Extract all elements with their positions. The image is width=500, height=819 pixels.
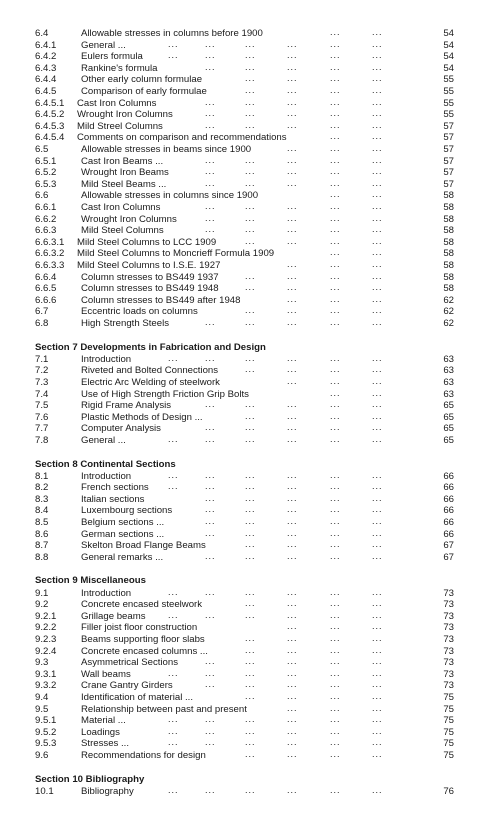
entry-page-number: 65 (443, 400, 454, 412)
entry-page-number: 76 (443, 785, 454, 797)
entry-title: General ... (81, 39, 126, 51)
entry-page-number: 58 (443, 248, 454, 260)
entry-number: 6.5.1 (35, 155, 57, 167)
entry-page-number: 55 (443, 97, 454, 109)
entry-title: Other early column formulae (81, 74, 203, 86)
entry-number: 9.2.1 (35, 610, 57, 622)
entry-title: Wrought Iron Beams (81, 167, 169, 179)
toc-entry: 9.5 Relationship between past and present ... ... ... 75 (35, 702, 454, 715)
entry-number: 8.3 (35, 493, 49, 505)
toc-entry: 9.5.3 Stresses ... ... ... ... ... ... ... 75 (35, 737, 454, 750)
entry-number: 8.5 (35, 517, 49, 528)
entry-title: Allowable stresses in beams since 1900 (81, 144, 252, 155)
toc-entry: 8.4 Luxembourg sections ... ... ... ... ... 66 (35, 504, 454, 517)
toc-entry: 6.4.5.1 Cast Iron Columns ... ... ... ... ... 55 (35, 96, 454, 109)
entry-title: Introduction (81, 353, 132, 365)
entry-number: 8.2 (35, 482, 49, 494)
entry-page-number: 65 (443, 411, 454, 423)
entry-page-number: 57 (443, 132, 454, 144)
entry-title: Luxembourg sections (81, 505, 173, 517)
entry-page-number: 63 (443, 353, 454, 365)
entry-page-number: 63 (443, 388, 454, 400)
entry-page-number: 58 (443, 271, 454, 283)
entry-title: Concrete encased steelwork (81, 599, 203, 611)
toc-entry: 9.2 Concrete encased steelwork ... ... ... ... 73 (35, 598, 454, 611)
toc-entry: 7.5 Rigid Frame Analysis ... ... ... ... ... 65 (35, 399, 454, 412)
entry-page-number: 58 (443, 260, 454, 271)
entry-number: 9.5 (35, 703, 49, 715)
entry-number: 6.4.5 (35, 86, 57, 97)
entry-page-number: 54 (443, 51, 454, 63)
toc-entry: 6.6.6 Column stresses to BS449 after 1948 ... ... ... 62 (35, 293, 454, 306)
entry-number: 9.5.3 (35, 738, 57, 750)
entry-number: 8.6 (35, 528, 49, 540)
entry-number: 6.4.3 (35, 62, 57, 74)
entry-title: Recommendations for design (81, 749, 206, 761)
entry-number: 6.4.5.1 (35, 97, 65, 109)
toc-entry: 6.5 Allowable stresses in beams since 1900 ... ... ... 57 (35, 143, 454, 155)
toc-entry: 8.5 Belgium sections ... ... ... ... ... ... 66 (35, 516, 454, 528)
toc-entry: 6.6.2 Wrought Iron Columns ... ... ... ... ... 58 (35, 212, 454, 225)
toc-entry: 9.5.2 Loadings ... ... ... ... ... ... 75 (35, 725, 454, 738)
entry-page-number: 58 (443, 202, 454, 213)
toc-entry: 9.6 Recommendations for design ... ... ... ... 75 (35, 748, 454, 761)
entry-title: Column stresses to BS449 after 1948 (81, 294, 241, 306)
toc-entry: 6.5.2 Wrought Iron Beams ... ... ... ... ... 57 (35, 166, 454, 179)
entry-number: 6.6.4 (35, 271, 57, 283)
entry-page-number: 54 (443, 62, 454, 74)
entry-page-number: 62 (443, 306, 454, 318)
entry-number: 9.5.2 (35, 726, 57, 738)
entry-number: 8.7 (35, 540, 49, 552)
entry-page-number: 62 (443, 318, 454, 329)
entry-page-number: 67 (443, 540, 454, 552)
entry-page-number: 57 (443, 167, 454, 179)
entry-title: Comments on comparison and recommendations (77, 132, 287, 144)
entry-title: Asymmetrical Sections (81, 657, 179, 669)
entry-number: 6.6.3 (35, 225, 57, 237)
entry-number: 6.5 (35, 144, 49, 155)
toc-entry: 6.4.2 Eulers formula ... ... ... ... ... ... 54 (35, 50, 454, 63)
entry-number: 7.1 (35, 353, 49, 365)
toc-entry: 9.4 Identification of material ... ... ... ... ... 75 (35, 690, 454, 703)
section-heading: Section 9 Miscellaneous (35, 575, 146, 587)
entry-page-number: 73 (443, 610, 454, 622)
toc-entry: 6.6.3 Mild Steel Columns ... ... ... ... ... 58 (35, 224, 454, 237)
entry-title: Wrought Iron Columns (81, 213, 177, 225)
entry-title: Mild Steel Columns to Moncrieff Formula 1909 (77, 248, 275, 260)
entry-number: 6.6.1 (35, 202, 57, 213)
entry-title: Rankine's formula (81, 62, 158, 74)
entry-title: Crane Gantry Girders (81, 680, 173, 692)
toc-entry: 8.7 Skelton Broad Flange Beams ... ... ... ... 67 (35, 539, 454, 552)
entry-page-number: 75 (443, 749, 454, 761)
toc-entry: 6.6.4 Column stresses to BS449 1937 ... ... ... ... 58 (35, 270, 454, 283)
entry-title: Skelton Broad Flange Beams (81, 540, 206, 552)
entry-title: Loadings (81, 726, 120, 738)
entry-number: 9.6 (35, 749, 49, 761)
toc-entry: 7.6 Plastic Methods of Design ... ... ... ... ... 65 (35, 410, 454, 423)
entry-title: Mild Streel Columns (77, 120, 163, 132)
entry-page-number: 73 (443, 680, 454, 692)
toc-entry: 6.4.3 Rankine's formula ... ... ... ... ... 54 (35, 61, 454, 74)
toc-entry: 9.2.3 Beams supporting floor slabs ... ... ... ... 73 (35, 632, 454, 645)
toc-entry: 8.1 Introduction ... ... ... ... ... ... 66 (35, 469, 454, 482)
entry-number: 6.4.4 (35, 74, 57, 86)
entry-page-number: 73 (443, 599, 454, 611)
entry-title: Column stresses to BS449 1948 (81, 283, 219, 295)
toc-entry: 6.4.4 Other early column formulae ... ... ... ... 55 (35, 73, 454, 86)
entry-number: 6.6.5 (35, 283, 57, 295)
toc-entry: 8.2 French sections ... ... ... ... ... ... 66 (35, 481, 454, 494)
toc-entry: 8.8 General remarks ... ... ... ... ... ... 67 (35, 550, 454, 563)
entry-page-number: 75 (443, 738, 454, 750)
entry-number: 9.2.2 (35, 622, 57, 634)
entry-number: 6.6.3.3 (35, 260, 65, 271)
toc-entry: 6.4 Allowable stresses in columns before 1900 ... ... 54 (35, 27, 454, 39)
entry-number: 7.5 (35, 400, 49, 412)
entry-page-number: 57 (443, 155, 454, 167)
entry-title: Stresses ... (81, 738, 129, 750)
entry-number: 9.2.4 (35, 645, 57, 657)
entry-title: Introduction (81, 470, 132, 482)
entry-page-number: 65 (443, 423, 454, 435)
entry-page-number: 65 (443, 434, 454, 446)
entry-number: 6.6 (35, 190, 49, 202)
toc-entry: 8.3 Italian sections ... ... ... ... ... 66 (35, 492, 454, 505)
entry-number: 6.4.5.4 (35, 132, 65, 144)
entry-title: Comparison of early formulae (81, 86, 207, 97)
entry-page-number: 58 (443, 190, 454, 202)
entry-number: 6.4.2 (35, 51, 57, 63)
toc-entry: 9.2.2 Filler joist floor construction ... ... ... 73 (35, 621, 454, 634)
toc-entry: 7.2 Riveted and Bolted Connections ... ... ... ... 63 (35, 364, 454, 377)
entry-number: 9.2.3 (35, 633, 57, 645)
entry-title: Italian sections (81, 493, 145, 505)
entry-number: 9.2 (35, 599, 49, 611)
entry-number: 8.4 (35, 505, 49, 517)
entry-title: General ... (81, 434, 126, 446)
toc-entry: 9.2.4 Concrete encased columns ... ... ... ... ... 73 (35, 644, 454, 657)
toc-entry: 6.6.5 Column stresses to BS449 1948 ... ... ... ... 58 (35, 282, 454, 295)
toc-entry: 6.4.5.4 Comments on comparison and recommendations ... ... 57 (35, 131, 454, 144)
toc-entry: 6.5.1 Cast Iron Beams ... ... ... ... ... ... 57 (35, 154, 454, 167)
entry-number: 7.2 (35, 365, 49, 377)
entry-number: 10.1 (35, 785, 54, 797)
entry-title: Cast Iron Columns (81, 202, 161, 213)
entry-title: Allowable stresses in columns since 1900 (81, 190, 259, 202)
entry-title: High Strength Steels (81, 318, 169, 329)
entry-number: 6.6.3.1 (35, 236, 65, 248)
entry-page-number: 58 (443, 213, 454, 225)
toc-entry: 9.3.1 Wall beams ... ... ... ... ... ... 73 (35, 667, 454, 680)
entry-number: 9.4 (35, 691, 49, 703)
toc-entry: 6.8 High Strength Steels ... ... ... ... ... 62 (35, 317, 454, 329)
toc-entry: 7.4 Use of High Strength Friction Grip Bolts ... ... 63 (35, 387, 454, 400)
entry-title: Grillage beams (81, 610, 146, 622)
entry-title: Mild Steel Beams ... (81, 178, 167, 190)
entry-number: 9.5.1 (35, 715, 57, 727)
toc-entry: 9.1 Introduction ... ... ... ... ... ... 73 (35, 586, 454, 599)
entry-number: 6.4 (35, 28, 49, 39)
entry-title: General remarks ... (81, 551, 164, 563)
toc-entry: 6.6.1 Cast Iron Columns ... ... ... ... ... 58 (35, 201, 454, 213)
entry-title: Riveted and Bolted Connections (81, 365, 219, 377)
toc-entry: 6.4.5.3 Mild Streel Columns ... ... ... ... ... 57 (35, 119, 454, 132)
entry-title: Computer Analysis (81, 423, 161, 435)
entry-number: 6.6.3.2 (35, 248, 65, 260)
entry-title: Wall beams (81, 668, 131, 680)
toc-entry: 6.5.3 Mild Steel Beams ... ... ... ... ... ... 57 (35, 177, 454, 190)
entry-number: 9.3 (35, 657, 49, 669)
entry-page-number: 73 (443, 645, 454, 657)
entry-title: Beams supporting floor slabs (81, 633, 205, 645)
entry-number: 7.4 (35, 388, 49, 400)
entry-number: 6.5.3 (35, 178, 57, 190)
entry-number: 6.6.6 (35, 294, 57, 306)
entry-number: 6.4.1 (35, 39, 57, 51)
section-heading: Section 8 Continental Sections (35, 458, 176, 470)
entry-page-number: 58 (443, 236, 454, 248)
entry-page-number: 66 (443, 517, 454, 528)
entry-page-number: 62 (443, 294, 454, 306)
toc-entry: 8.6 German sections ... ... ... ... ... ... 66 (35, 527, 454, 540)
entry-title: Concrete encased columns ... (81, 645, 208, 657)
entry-page-number: 57 (443, 178, 454, 190)
entry-title: Rigid Frame Analysis (81, 400, 172, 412)
entry-number: 6.4.5.2 (35, 109, 65, 121)
entry-title: Eccentric loads on columns (81, 306, 198, 318)
entry-title: Electric Arc Welding of steelwork (81, 376, 220, 388)
entry-page-number: 73 (443, 633, 454, 645)
entry-title: Mild Steel Columns to LCC 1909 (77, 236, 217, 248)
toc-entry: 10.1 Bibliography ... ... ... ... ... ... 76 (35, 784, 454, 797)
toc-entry: 7.3 Electric Arc Welding of steelwork ... ... ... 63 (35, 375, 454, 388)
entry-title: Introduction (81, 587, 132, 599)
entry-number: 8.8 (35, 551, 49, 563)
entry-page-number: 67 (443, 551, 454, 563)
entry-title: Use of High Strength Friction Grip Bolts (81, 388, 249, 400)
entry-page-number: 73 (443, 668, 454, 680)
entry-page-number: 57 (443, 120, 454, 132)
entry-page-number: 66 (443, 493, 454, 505)
entry-page-number: 54 (443, 28, 454, 39)
entry-title: German sections ... (81, 528, 165, 540)
entry-number: 8.1 (35, 470, 49, 482)
entry-number: 7.8 (35, 434, 49, 446)
section-heading: Section 7 Developments in Fabrication and Design (35, 341, 266, 353)
entry-title: Cast Iron Beams ... (81, 155, 164, 167)
toc-entry: 6.4.5 Comparison of early formulae ... ... ... ... 55 (35, 85, 454, 97)
entry-title: Plastic Methods of Design ... (81, 411, 203, 423)
toc-entry: 9.2.1 Grillage beams ... ... ... ... ... ... 73 (35, 609, 454, 622)
toc-entry: 6.6.3.1 Mild Steel Columns to LCC 1909 ... ... ... ... 58 (35, 235, 454, 248)
entry-title: Belgium sections ... (81, 517, 165, 528)
toc-entry: 6.4.1 General ... ... ... ... ... ... ... 54 (35, 38, 454, 51)
toc-entry: 6.4.5.2 Wrought Iron Columns ... ... ... ... ... 55 (35, 108, 454, 121)
entry-page-number: 73 (443, 587, 454, 599)
entry-title: Filler joist floor construction (81, 622, 198, 634)
entry-title: Column stresses to BS449 1937 (81, 271, 219, 283)
entry-page-number: 66 (443, 470, 454, 482)
entry-page-number: 75 (443, 703, 454, 715)
toc-entry: 9.3.2 Crane Gantry Girders ... ... ... ... ... 73 (35, 679, 454, 692)
entry-number: 7.7 (35, 423, 49, 435)
entry-title: Wrought Iron Columns (77, 109, 173, 121)
entry-title: Relationship between past and present (81, 703, 247, 715)
entry-title: Cast Iron Columns (77, 97, 157, 109)
entry-number: 7.3 (35, 376, 49, 388)
toc-entry: 7.8 General ... ... ... ... ... ... ... 65 (35, 433, 454, 446)
toc-entry: 7.7 Computer Analysis ... ... ... ... ... 65 (35, 422, 454, 435)
entry-page-number: 66 (443, 482, 454, 494)
toc-entry: 6.6.3.2 Mild Steel Columns to Moncrieff Formula 1909 ... ... 58 (35, 247, 454, 260)
entry-title: Mild Steel Columns to I.S.E. 1927 (77, 260, 221, 271)
entry-title: French sections (81, 482, 149, 494)
toc-entry: 6.6 Allowable stresses in columns since 1900 ... ... 58 (35, 189, 454, 202)
toc-entry: 9.5.1 Material ... ... ... ... ... ... ... 75 (35, 714, 454, 727)
entry-title: Eulers formula (81, 51, 143, 63)
entry-page-number: 55 (443, 74, 454, 86)
entry-number: 6.4.5.3 (35, 120, 65, 132)
toc-entry: 7.1 Introduction ... ... ... ... ... ... 63 (35, 352, 454, 365)
entry-page-number: 75 (443, 726, 454, 738)
entry-page-number: 73 (443, 657, 454, 669)
toc-entry: 9.3 Asymmetrical Sections ... ... ... ... ... 73 (35, 656, 454, 669)
entry-title: Bibliography (81, 785, 134, 797)
entry-page-number: 58 (443, 283, 454, 295)
entry-page-number: 55 (443, 109, 454, 121)
entry-page-number: 75 (443, 691, 454, 703)
entry-title: Mild Steel Columns (81, 225, 164, 237)
entry-number: 9.1 (35, 587, 49, 599)
entry-page-number: 73 (443, 622, 454, 634)
entry-number: 6.5.2 (35, 167, 57, 179)
entry-page-number: 54 (443, 39, 454, 51)
entry-title: Identification of material ... (81, 691, 193, 703)
entry-number: 7.6 (35, 411, 49, 423)
toc-entry: 6.7 Eccentric loads on columns ... ... ... ... 62 (35, 305, 454, 318)
section-heading: Section 10 Bibliography (35, 773, 145, 785)
entry-title: Material ... (81, 715, 126, 727)
entry-page-number: 55 (443, 86, 454, 97)
entry-page-number: 75 (443, 715, 454, 727)
entry-page-number: 66 (443, 505, 454, 517)
entry-page-number: 63 (443, 365, 454, 377)
entry-page-number: 58 (443, 225, 454, 237)
toc-entry: 6.6.3.3 Mild Steel Columns to I.S.E. 1927 ... ... ... 58 (35, 259, 454, 271)
entry-number: 6.7 (35, 306, 49, 318)
entry-title: Allowable stresses in columns before 1900 (81, 28, 263, 39)
entry-number: 9.3.2 (35, 680, 57, 692)
entry-number: 6.8 (35, 318, 49, 329)
entry-number: 9.3.1 (35, 668, 57, 680)
entry-number: 6.6.2 (35, 213, 57, 225)
entry-page-number: 66 (443, 528, 454, 540)
entry-page-number: 63 (443, 376, 454, 388)
entry-page-number: 57 (443, 144, 454, 155)
